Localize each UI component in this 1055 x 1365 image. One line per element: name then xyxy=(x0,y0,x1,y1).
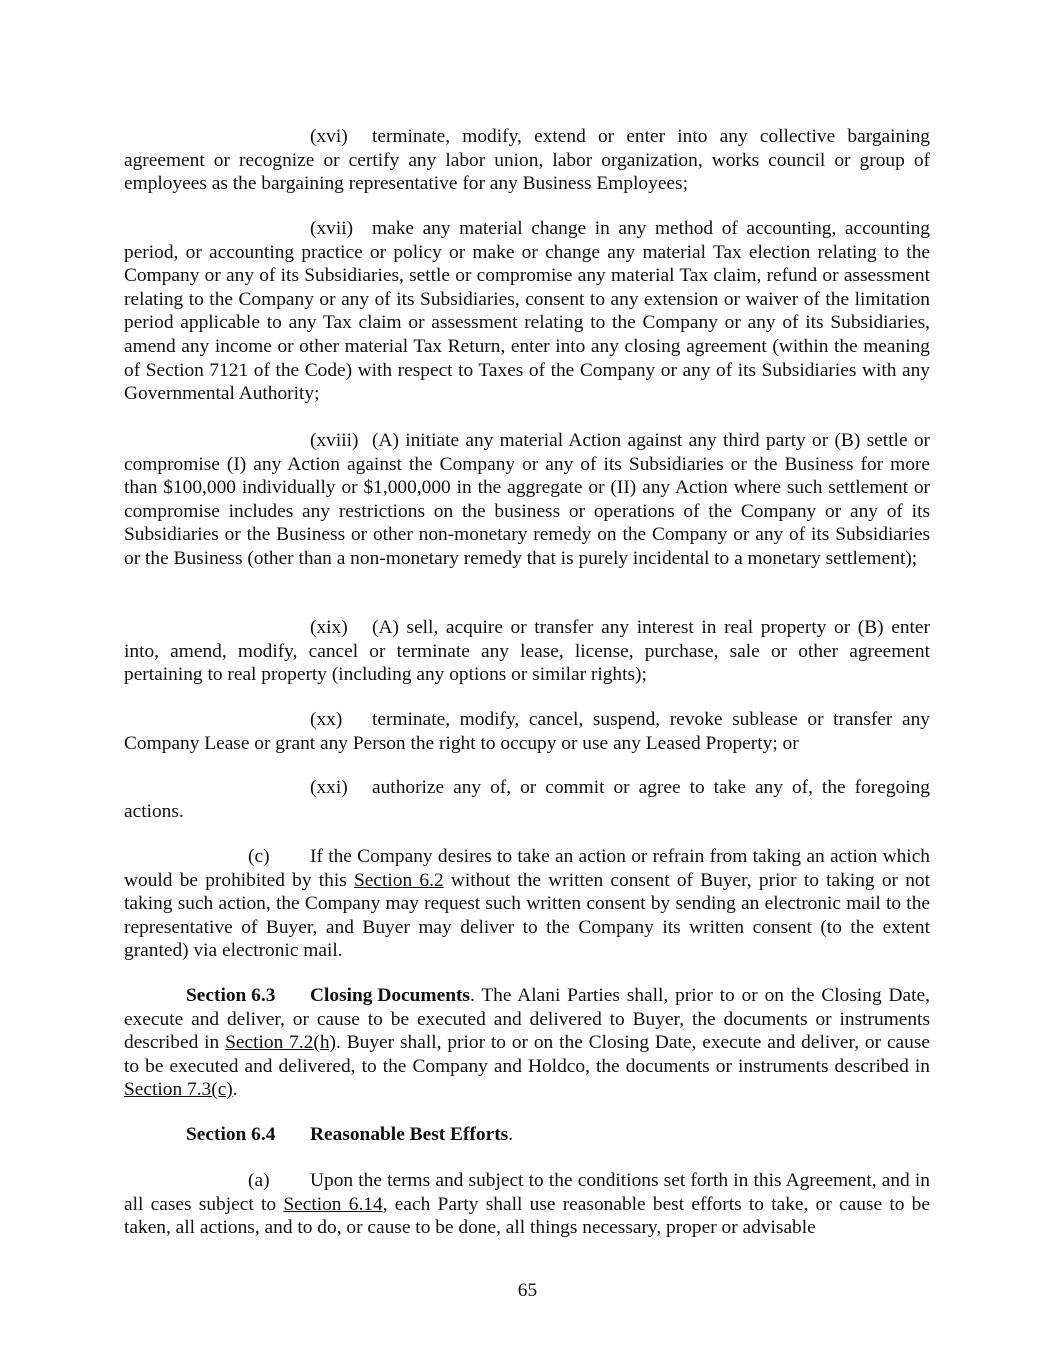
clause-number: (xix) xyxy=(310,617,348,638)
section-title: Reasonable Best Efforts xyxy=(310,1124,509,1145)
section-text: . xyxy=(232,1079,238,1101)
clause-xxi xyxy=(124,776,930,823)
paragraph-text: , each Party shall use reasonable best efforts to take, or cause to be taken, all actions, and to do, or cause to be done, all things necessary, proper or advisable xyxy=(124,1193,930,1239)
paragraph-text: If the Company desires to take an action or refrain from taking an action which would be prohibited by this xyxy=(124,846,930,891)
section-text: . Buyer shall, prior to or on the Closing Date, execute and deliver, or cause to be executed and delivered, to the Company and Holdco, the documents or instruments described in xyxy=(124,1032,931,1077)
clause-xvii xyxy=(124,217,930,406)
clause-xix xyxy=(124,616,930,687)
section-6-3 xyxy=(124,984,930,1102)
paragraph-a xyxy=(124,1169,930,1240)
section-title: Closing Documents xyxy=(310,985,470,1006)
paragraph-text: Upon the terms and subject to the conditions set forth in this Agreement, and in all cases subject to xyxy=(124,1170,930,1215)
clause-text: make any material change in any method of accounting, accounting period, or accounting practice or policy or make or change any material Tax election relating to the Company or any of its Subsidiaries, settle or compromise any material Tax claim, refund or assessment relating to the Company or any of its Subsidiaries, consent to any extension or waiver of the limitation period applicable to any Tax claim or assessment relating to the Company or any of its Subsidiaries, amend any income or other material Tax Return, enter into any closing agreement (within the meaning of Section 7121 of the Code) with respect to Taxes of the Company or any of its Subsidiaries with any Governmental Authority; xyxy=(124,218,930,405)
clause-text: terminate, modify, extend or enter into any collective bargaining agreement or recognize or certify any labor union, labor organization, works council or group of employees as the bargaining representative for any Business Employees; xyxy=(124,126,930,195)
section-text: . The Alani Parties shall, prior to or on the Closing Date, execute and deliver, or cause to be executed and delivered to Buyer, the documents or instruments described in xyxy=(124,985,930,1054)
clause-text: (A) sell, acquire or transfer any interest in real property or (B) enter into, amend, modify, cancel or terminate any lease, license, purchase, sale or other agreement pertaining to real property (including any options or similar rights); xyxy=(124,617,930,686)
section-7-2h-link[interactable]: Section 7.2(h) xyxy=(225,1032,337,1054)
paragraph-c xyxy=(124,845,930,963)
clause-number: (xvi) xyxy=(310,126,348,147)
paragraph-number: (a) xyxy=(248,1170,270,1191)
section-6-14-link[interactable]: Section 6.14 xyxy=(283,1193,383,1215)
paragraph-number: (c) xyxy=(248,846,270,867)
clause-text: (A) initiate any material Action against any third party or (B) settle or compromise (I) any Action against the Company or any of its Subsidiaries or the Business for more than $100,000 individually or $1,000,000 in the aggregate or (II) any Action where such settlement or compromise includes any restrictions on the business or operations of the Company or any of its Subsidiaries or the Business or other non-monetary remedy on the Company or any of its Subsidiaries or the Business (other than a non-monetary remedy that is purely incidental to a monetary settlement); xyxy=(124,430,930,569)
section-text: . xyxy=(508,1124,514,1145)
section-6-2-link[interactable]: Section 6.2 xyxy=(354,869,444,891)
clause-xvi xyxy=(124,125,930,196)
clause-number: (xvii) xyxy=(310,218,354,239)
section-number: Section 6.4 xyxy=(186,1124,276,1145)
section-number: Section 6.3 xyxy=(186,985,276,1006)
section-heading xyxy=(186,1123,508,1147)
clause-text: terminate, modify, cancel, suspend, revoke sublease or transfer any Company Lease or grant any Person the right to occupy or use any Leased Property; or xyxy=(124,709,930,754)
clause-xx xyxy=(124,708,930,755)
clause-number: (xxi) xyxy=(310,777,348,798)
paragraph-text: without the written consent of Buyer, prior to taking or not taking such action, the Company may request such written consent by sending an electronic mail to the representative of Buyer, and Buyer may deliver to the Company its written consent (to the extent granted) via electronic mail. xyxy=(124,869,930,962)
clause-number: (xviii) xyxy=(310,430,359,451)
clause-number: (xx) xyxy=(310,709,343,730)
clause-xviii xyxy=(124,429,930,571)
page-number: 65 xyxy=(517,1280,538,1301)
section-7-3c-link[interactable]: Section 7.3(c) xyxy=(124,1079,233,1101)
clause-text: authorize any of, or commit or agree to take any of, the foregoing actions. xyxy=(124,777,930,822)
section-6-4 xyxy=(124,1123,930,1147)
section-heading xyxy=(186,984,470,1008)
